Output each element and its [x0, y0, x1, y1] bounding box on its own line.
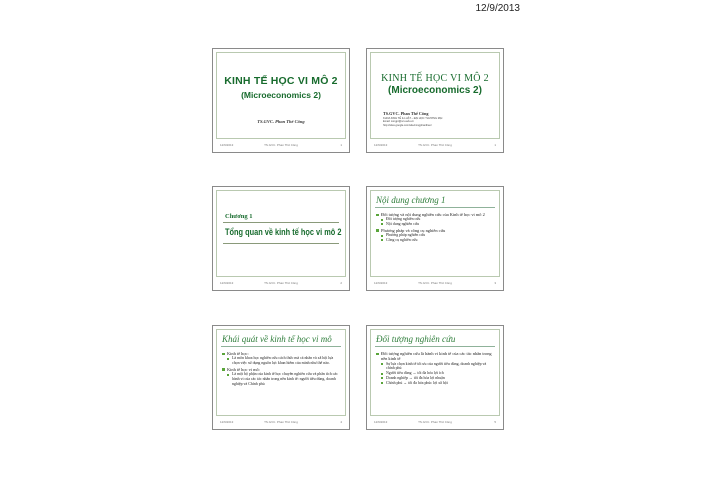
- slide-footer: [217, 279, 345, 287]
- footer-page-number: 4: [340, 420, 342, 424]
- slide-footer: [217, 418, 345, 426]
- sub-bullet-item: Người tiêu dùng → tối đa hóa lợi ích: [376, 371, 495, 376]
- footer-center: TS.GVC. Phan Thế Công: [264, 281, 298, 285]
- slide-subtitle: (Microeconomics 2): [388, 85, 482, 96]
- divider: [375, 207, 495, 208]
- slide-footer: [371, 418, 499, 426]
- slide-footer: [371, 141, 499, 149]
- sub-bullet-item: Nội dung nghiên cứu: [376, 222, 495, 227]
- slide-body: [376, 350, 495, 386]
- slide-contact-info: [383, 117, 442, 127]
- slide-department: KHOA KINH TẾ & LUẬT – ĐẠI HỌC THƯƠNG MẠI: [383, 117, 443, 120]
- slide-6-thumbnail[interactable]: [366, 325, 504, 430]
- footer-date: 12/9/2013: [374, 420, 388, 424]
- footer-date: 12/9/2013: [220, 143, 234, 147]
- bullet-item: Kinh tế học:: [222, 351, 341, 356]
- slide-title: KINH TẾ HỌC VI MÔ 2: [381, 73, 489, 84]
- bullet-item: Kinh tế học vi mô:: [222, 367, 341, 372]
- footer-page-number: 5: [494, 420, 496, 424]
- footer-center: TS.GVC. Phan Thế Công: [418, 281, 452, 285]
- divider: [375, 346, 495, 347]
- slide-author: TS.GVC. Phan Thế Công: [257, 119, 305, 124]
- slide-heading: Nội dung chương 1: [376, 195, 446, 205]
- slide-heading: Khái quát về kinh tế học vi mô: [222, 334, 332, 344]
- sub-bullet-item: Đối tượng nghiên cứu: [376, 217, 495, 222]
- footer-center: TS.GVC. Phan Thế Công: [418, 143, 452, 147]
- page-date: 12/9/2013: [475, 3, 520, 14]
- slide-2-thumbnail[interactable]: [366, 48, 504, 153]
- footer-center: TS.GVC. Phan Thế Công: [264, 143, 298, 147]
- slide-5-thumbnail[interactable]: [212, 325, 350, 430]
- slide-3-thumbnail[interactable]: [212, 186, 350, 291]
- bullet-item: Phương pháp và công cụ nghiên cứu: [376, 228, 495, 233]
- bullet-item: Đối tượng và nội dung nghiên cứu của Kinh tế học vi mô 2: [376, 212, 495, 217]
- footer-date: 12/9/2013: [220, 420, 234, 424]
- slide-title: KINH TẾ HỌC VI MÔ 2: [224, 75, 338, 87]
- slide-4-thumbnail[interactable]: [366, 186, 504, 291]
- footer-page-number: 1: [340, 143, 342, 147]
- footer-date: 12/9/2013: [374, 281, 388, 285]
- divider: [221, 346, 341, 347]
- chapter-label: Chương 1: [225, 213, 253, 220]
- sub-bullet-item: Là một bộ phận của kinh tế học chuyên nghiên cứu và phân tích các hành vi của các tác nhân trong nền kinh tế: người tiêu dùng, doanh nghiệp và Chính phủ: [222, 372, 341, 386]
- divider: [223, 222, 339, 223]
- footer-center: TS.GVC. Phan Thế Công: [264, 420, 298, 424]
- footer-date: 12/9/2013: [220, 281, 234, 285]
- footer-page-number: 1: [494, 143, 496, 147]
- slide-body: [376, 211, 495, 243]
- divider: [223, 243, 339, 244]
- slide-footer: [371, 279, 499, 287]
- slide-author: TS.GVC. Phan Thế Công: [383, 111, 429, 116]
- sub-bullet-item: Phương pháp nghiên cứu: [376, 233, 495, 238]
- slide-url: http://sites.google.com/site/congphantheo/: [383, 123, 432, 127]
- footer-center: TS.GVC. Phan Thế Công: [418, 420, 452, 424]
- sub-bullet-item: Là môn khoa học nghiên cứu cách thức mà cá nhân và xã hội lựa chọn việc sử dụng nguồn lực khan hiếm của mình như thế nào.: [222, 356, 341, 366]
- slide-email: Email: congpt@vcu.edu.vn: [383, 120, 414, 124]
- slide-footer: [217, 141, 345, 149]
- slide-1-thumbnail[interactable]: [212, 48, 350, 153]
- slide-subtitle: (Microeconomics 2): [241, 90, 321, 100]
- footer-page-number: 3: [494, 281, 496, 285]
- sub-bullet-item: Chính phủ → tối đa hóa phúc lợi xã hội: [376, 381, 495, 386]
- bullet-item: Đối tượng nghiên cứu là hành vi kinh tế của các tác nhân trong nền kinh tế: [376, 351, 495, 362]
- slide-title: Tổng quan về kinh tế học vi mô 2: [225, 227, 342, 237]
- footer-page-number: 2: [340, 281, 342, 285]
- slide-body: [222, 350, 341, 387]
- sub-bullet-item: Sự lựa chọn kinh tế tối ưu của người tiêu dùng, doanh nghiệp và chính phủ: [376, 362, 495, 372]
- footer-date: 12/9/2013: [374, 143, 388, 147]
- sub-bullet-item: Doanh nghiệp → tối đa hóa lợi nhuận: [376, 376, 495, 381]
- slide-heading: Đối tượng nghiên cứu: [376, 334, 456, 344]
- sub-bullet-item: Công cụ nghiên cứu: [376, 238, 495, 243]
